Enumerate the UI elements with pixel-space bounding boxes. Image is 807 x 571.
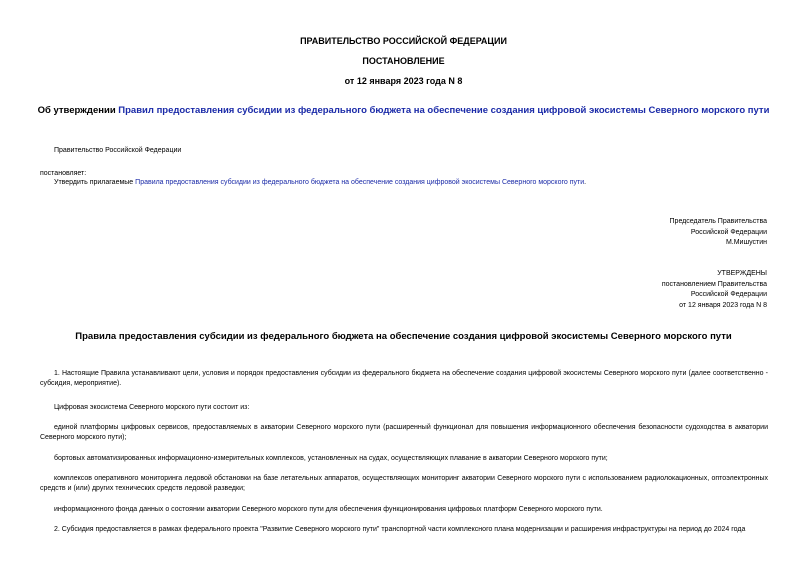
paragraph-1: 1. Настоящие Правила устанавливают цели, условия и порядок предоставления субсидии из федерального бюджета на обеспечение создания цифровой экосистемы Северного морского пути (далее соответственно - субсидия, мероприятие). [40,370,768,387]
rules-title: Правила предоставления субсидии из федерального бюджета на обеспечение создания цифровой экосистемы Северного морского пути [75,331,732,342]
paragraph-3: единой платформы цифровых сервисов, предоставляемых в акватории Северного морского пути (расширенный функционал для повышения информационного обеспечения безопасности судоходства в акватории Северного морского пути); [40,424,768,441]
signature-position: Председатель Правительства [669,218,767,225]
signature-country: Российской Федерации [690,228,767,236]
issuer-text: Правительство Российской Федерации [54,147,182,154]
paragraph-5: комплексов оперативного мониторинга ледовой обстановки на базе летательных аппаратов, осуществляющих мониторинг акватории Северного морского пути с использованием радиолокационных, оптоэлектронных средств и (или) других технических средств ледовой разведки; [40,475,768,492]
approve-clause [54,178,586,187]
signature-name: М.Мишустин [725,239,767,246]
signature-block [670,217,767,249]
approve-prefix: Утвердить прилагаемые [54,179,136,186]
paragraph-4: бортовых автоматизированных информационно-измерительных комплексов, установленных на судах, осуществляющих плавание в акватории Северного морского пути; [54,455,608,462]
title-rules-link[interactable]: Правил предоставления субсидии из федерального бюджета на обеспечение создания цифровой экосистемы Северного морского пути [118,105,770,116]
date-number-heading: от 12 января 2023 года N 8 [344,76,463,86]
approve-rules-link[interactable]: Правила предоставления субсидии из федерального бюджета на обеспечение создания цифровой экосистемы Северного морского пути [135,179,585,186]
approved-block [662,269,767,311]
document-type-heading: ПОСТАНОВЛЕНИЕ [362,56,445,66]
government-heading: ПРАВИТЕЛЬСТВО РОССИЙСКОЙ ФЕДЕРАЦИИ [300,36,507,46]
approve-suffix: . [584,179,587,186]
approved-by: постановлением Правительства [661,280,767,288]
approved-country: Российской Федерации [690,291,767,298]
document-title [0,105,807,116]
approved-date: от 12 января 2023 года N 8 [679,301,767,309]
paragraph-7: 2. Субсидия предоставляется в рамках федерального проекта "Развитие Северного морского пути" транспортной части комплексного плана модернизации и расширения инфраструктуры на период до 2024 года [54,526,746,533]
paragraph-6: информационного фонда данных о состоянии акватории Северного морского пути для обеспечения функционирования цифровых платформ Северного морского пути. [54,506,603,513]
title-prefix: Об утверждении [37,105,119,116]
decides-text: постановляет: [40,170,87,177]
approved-label: УТВЕРЖДЕНЫ [717,270,767,277]
paragraph-2: Цифровая экосистема Северного морского пути состоит из: [54,404,250,411]
